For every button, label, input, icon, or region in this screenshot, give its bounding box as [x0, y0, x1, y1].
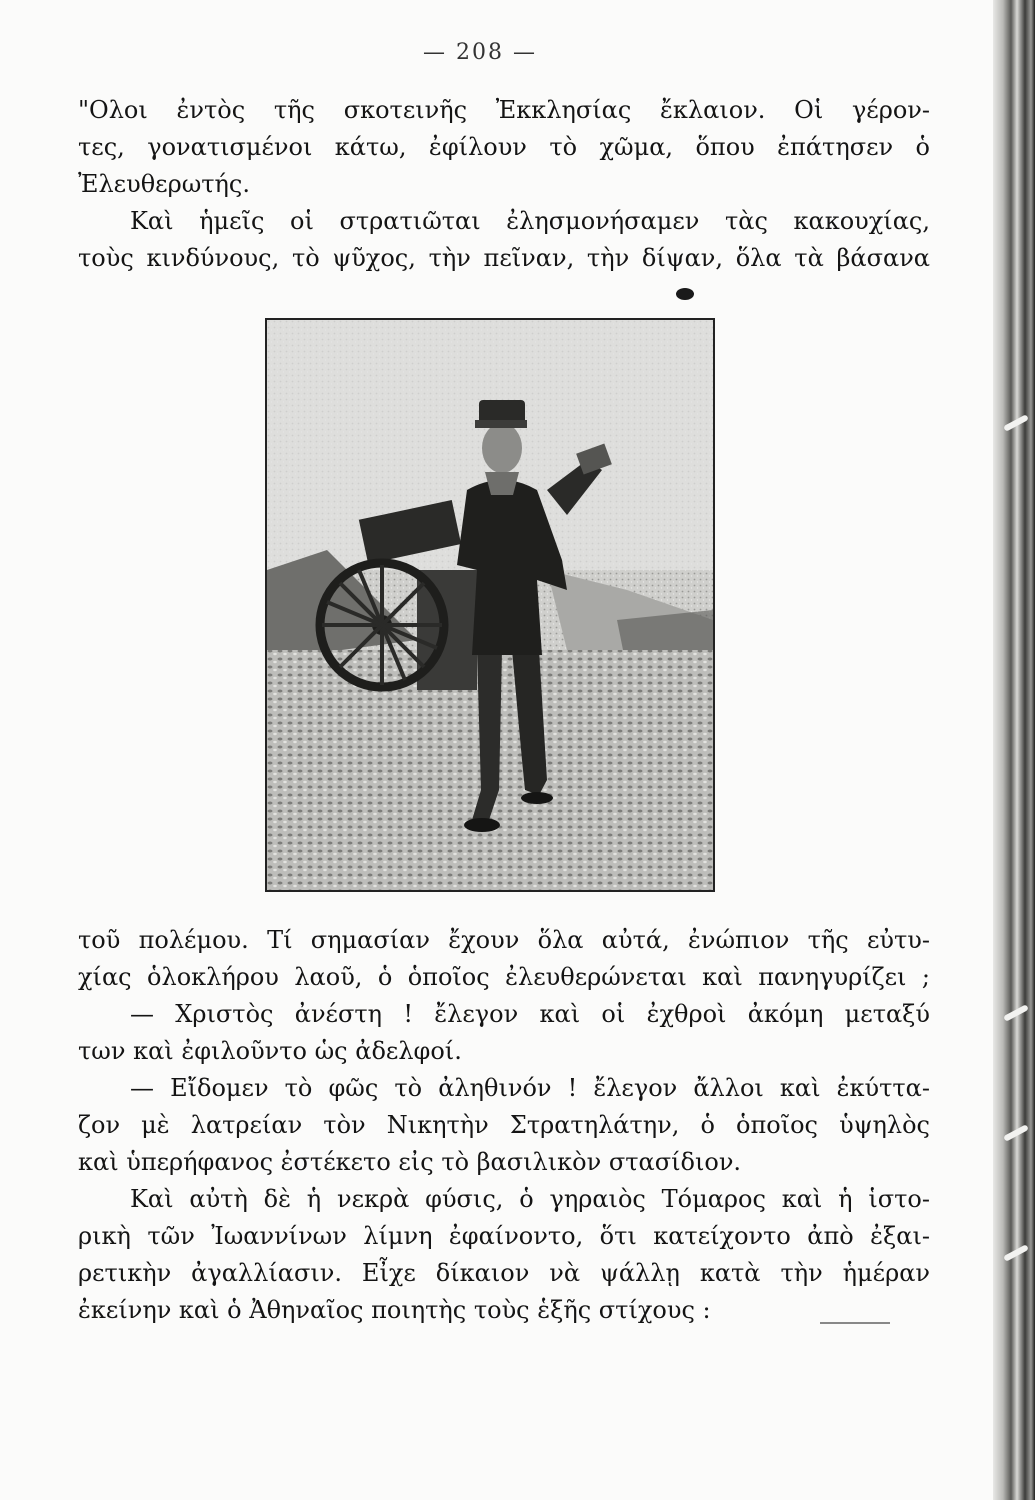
binding-thread — [1003, 1004, 1029, 1022]
paragraph-top — [78, 92, 930, 277]
text-line: Καὶ ἡμεῖς οἱ στρατιῶται ἐλησμονήσαμεν τὰς κακουχίας, — [130, 207, 930, 235]
binding-thread — [1003, 414, 1029, 432]
ink-spot — [676, 288, 694, 300]
paragraph-bottom — [78, 922, 930, 1329]
photograph — [265, 318, 715, 892]
text-line: τοῦ πολέμου. Τί σημασίαν ἔχουν ὅλα αὐτά, ἐνώπιον τῆς εὐτυ- — [78, 926, 930, 954]
text-line: καὶ ὑπερήφανος ἐστέκετο εἰς τὸ βασιλικὸν στασίδιον. — [78, 1148, 742, 1176]
text-line: — Εἴδομεν τὸ φῶς τὸ ἀληθινόν ! ἔλεγον ἄλλοι καὶ ἐκύττα- — [130, 1074, 930, 1102]
binding-thread — [1003, 1124, 1029, 1142]
binding-thread — [1003, 1244, 1029, 1262]
text-line: Ἐλευθερωτής. — [78, 170, 250, 198]
text-line: ζον μὲ λατρείαν τὸν Νικητὴν Στρατηλάτην, ὁ ὁποῖος ὑψηλὸς — [78, 1111, 930, 1139]
text-line: — Χριστὸς ἀνέστη ! ἔλεγον καὶ οἱ ἐχθροὶ ἀκόμη μεταξύ — [130, 1000, 930, 1028]
text-line: των καὶ ἐφιλοῦντο ὡς ἀδελφοί. — [78, 1037, 462, 1065]
text-line: τες, γονατισμένοι κάτω, ἐφίλουν τὸ χῶμα, ὅπου ἐπάτησεν ὁ — [78, 133, 930, 161]
text-line: χίας ὁλοκλήρου λαοῦ, ὁ ὁποῖος ἐλευθερώνεται καὶ πανηγυρίζει ; — [78, 963, 930, 991]
photograph-soldier-with-cannon-icon — [267, 320, 713, 890]
text-line: ρετικὴν ἀγαλλίασιν. Εἶχε δίκαιον νὰ ψάλλῃ κατὰ τὴν ἡμέραν — [78, 1259, 930, 1287]
text-line: Καὶ αὐτὴ δὲ ἡ νεκρὰ φύσις, ὁ γηραιὸς Τόμαρος καὶ ἡ ἱστο- — [130, 1185, 930, 1213]
text-line: τοὺς κινδύνους, τὸ ψῦχος, τὴν πεῖναν, τὴν δίψαν, ὅλα τὰ βάσανα — [78, 244, 930, 272]
page-number: — 208 — — [423, 40, 537, 65]
book-binding — [993, 0, 1035, 1500]
pencil-mark — [820, 1322, 890, 1324]
text-line: "Ολοι ἐντὸς τῆς σκοτεινῆς Ἐκκλησίας ἔκλαιον. Οἱ γέρον- — [78, 96, 930, 124]
text-line: ἐκείνην καὶ ὁ Ἀθηναῖος ποιητὴς τοὺς ἑξῆς στίχους : — [78, 1296, 711, 1324]
text-line: ρικὴ τῶν Ἰωαννίνων λίμνη ἐφαίνοντο, ὅτι κατείχοντο ἀπὸ ἐξαι- — [78, 1222, 930, 1250]
